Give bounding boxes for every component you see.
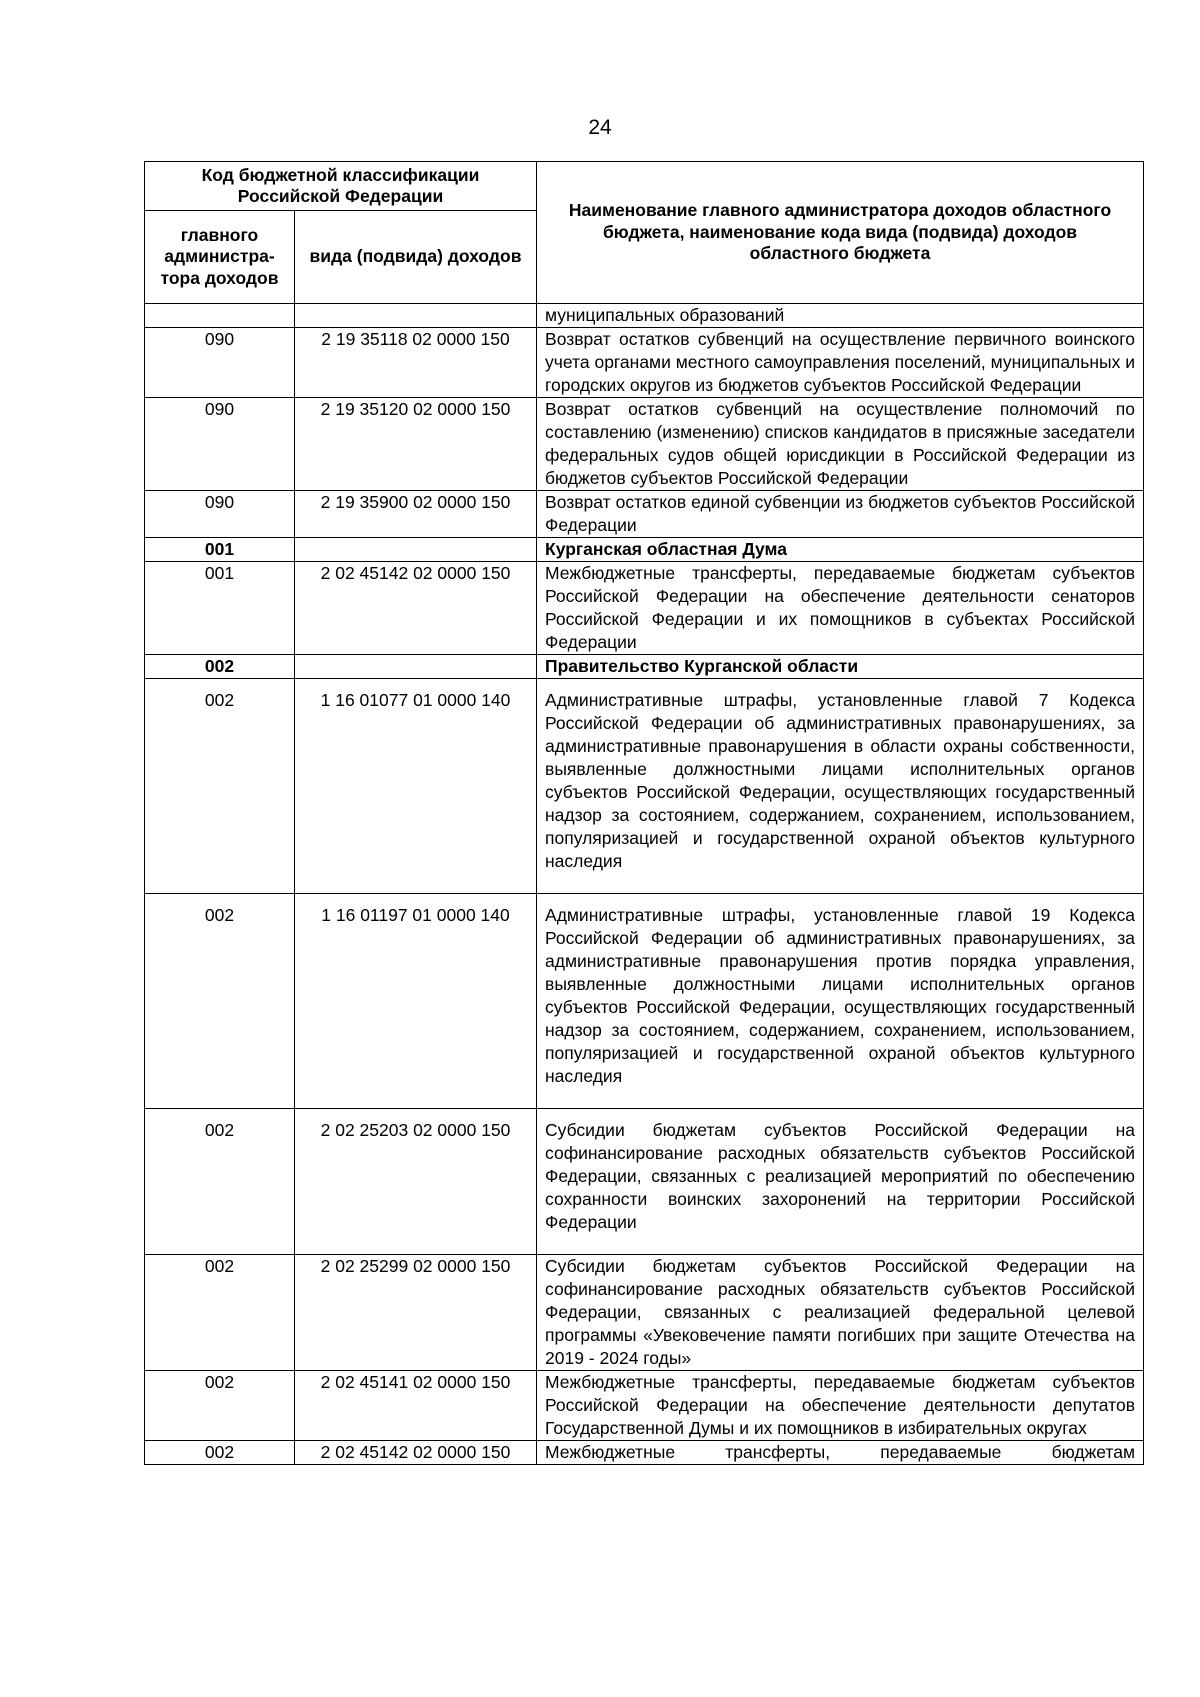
kind-code-cell (295, 304, 537, 328)
name-cell: Межбюджетные трансферты, передаваемые бюджетам (537, 1441, 1144, 1465)
admin-code-cell: 002 (145, 894, 295, 1109)
kind-code-cell: 2 02 45141 02 0000 150 (295, 1371, 537, 1441)
admin-code-cell: 002 (145, 655, 295, 679)
kind-code-cell: 2 19 35900 02 0000 150 (295, 491, 537, 538)
admin-code-cell: 090 (145, 491, 295, 538)
header-admin-code: главного администра-тора доходов (145, 211, 295, 304)
admin-code-cell: 002 (145, 679, 295, 894)
name-cell: Административные штрафы, установленные главой 7 Кодекса Российской Федерации об административных правонарушениях, за административные правонарушения в области охраны собственности, выявленные должностными лицами исполнительных органов субъектов Российской Федерации, осуществляющих государственный надзор за состоянием, содержанием, сохранением, использованием, популяризацией и государственной охраной объектов культурного наследия (537, 679, 1144, 894)
kind-code-cell: 1 16 01197 01 0000 140 (295, 894, 537, 1109)
name-cell: Возврат остатков субвенций на осуществление полномочий по составлению (изменению) списков кандидатов в присяжные заседатели федеральных судов общей юрисдикции в Российской Федерации из бюджетов субъектов Российской Федерации (537, 398, 1144, 491)
kind-code-cell (295, 655, 537, 679)
table-row (145, 1255, 1144, 1371)
table-row (145, 1109, 1144, 1255)
table-row (145, 894, 1144, 1109)
table-row (145, 398, 1144, 491)
table-row (145, 328, 1144, 398)
admin-code-cell: 002 (145, 1109, 295, 1255)
admin-code-cell (145, 304, 295, 328)
admin-code-cell: 002 (145, 1371, 295, 1441)
name-cell: Субсидии бюджетам субъектов Российской Федерации на софинансирование расходных обязательств субъектов Российской Федерации, связанных с реализацией мероприятий по обеспечению сохранности воинских захоронений на территории Российской Федерации (537, 1109, 1144, 1255)
section-title-cell: Курганская областная Дума (537, 538, 1144, 562)
table-row (145, 491, 1144, 538)
header-name: Наименование главного администратора доходов областного бюджета, наименование кода вида (подвида) доходов областного бюджета (537, 162, 1144, 304)
kind-code-cell: 2 19 35120 02 0000 150 (295, 398, 537, 491)
kind-code-cell: 2 02 25203 02 0000 150 (295, 1109, 537, 1255)
table-row (145, 304, 1144, 328)
table-row (145, 679, 1144, 894)
page-number: 24 (588, 116, 612, 139)
kind-code-cell: 2 02 45142 02 0000 150 (295, 562, 537, 655)
admin-code-cell: 001 (145, 562, 295, 655)
admin-code-cell: 002 (145, 1255, 295, 1371)
name-cell: Межбюджетные трансферты, передаваемые бюджетам субъектов Российской Федерации на обеспечение деятельности сенаторов Российской Федерации и их помощников в субъектах Российской Федерации (537, 562, 1144, 655)
admin-code-cell: 001 (145, 538, 295, 562)
kind-code-cell: 2 02 25299 02 0000 150 (295, 1255, 537, 1371)
admin-code-cell: 002 (145, 1441, 295, 1465)
name-cell: Возврат остатков субвенций на осуществление первичного воинского учета органами местного самоуправления поселений, муниципальных и городских округов из бюджетов субъектов Российской Федерации (537, 328, 1144, 398)
admin-code-cell: 090 (145, 398, 295, 491)
table-row (145, 1371, 1144, 1441)
header-code-group: Код бюджетной классификации Российской Федерации (145, 162, 537, 211)
header-kind-code: вида (подвида) доходов (295, 211, 537, 304)
kind-code-cell: 2 19 35118 02 0000 150 (295, 328, 537, 398)
name-cell: Субсидии бюджетам субъектов Российской Федерации на софинансирование расходных обязательств субъектов Российской Федерации, связанных с реализацией федеральной целевой программы «Увековечение памяти погибших при защите Отечества на 2019 - 2024 годы» (537, 1255, 1144, 1371)
budget-classification-table (144, 161, 1144, 1465)
name-cell: Межбюджетные трансферты, передаваемые бюджетам субъектов Российской Федерации на обеспечение деятельности депутатов Государственной Думы и их помощников в избирательных округах (537, 1371, 1144, 1441)
table-section-row (145, 655, 1144, 679)
table-section-row (145, 538, 1144, 562)
table-row (145, 562, 1144, 655)
kind-code-cell: 1 16 01077 01 0000 140 (295, 679, 537, 894)
admin-code-cell: 090 (145, 328, 295, 398)
table-row (145, 1441, 1144, 1465)
section-title-cell: Правительство Курганской области (537, 655, 1144, 679)
name-cell: Административные штрафы, установленные главой 19 Кодекса Российской Федерации об административных правонарушениях, за административные правонарушения против порядка управления, выявленные должностными лицами исполнительных органов субъектов Российской Федерации, осуществляющих государственный надзор за состоянием, содержанием, сохранением, использованием, популяризацией и государственной охраной объектов культурного наследия (537, 894, 1144, 1109)
kind-code-cell (295, 538, 537, 562)
name-cell: Возврат остатков единой субвенции из бюджетов субъектов Российской Федерации (537, 491, 1144, 538)
name-cell: муниципальных образований (537, 304, 1144, 328)
kind-code-cell: 2 02 45142 02 0000 150 (295, 1441, 537, 1465)
